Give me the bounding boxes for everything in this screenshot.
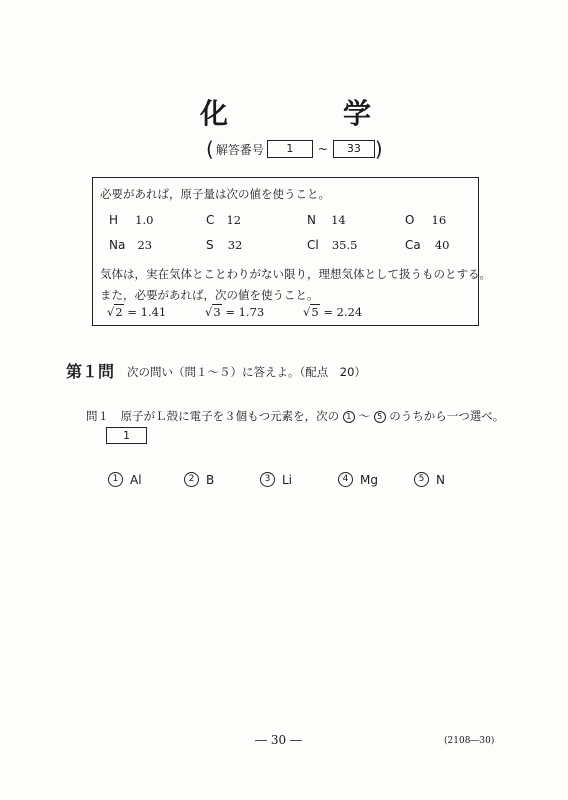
note-atomic-weight-intro: 必要があれば，原子量は次の値を使うこと。 (100, 187, 330, 201)
sub-question-label: 問１ (86, 409, 109, 423)
answer-number-box: 1 (106, 427, 147, 444)
range-end-marker: 5 (374, 411, 386, 423)
option-number-marker: 4 (338, 472, 353, 487)
note-ideal-gas: 気体は，実在気体とことわりがない限り，理想気体として扱うものとする。 (100, 267, 491, 281)
element-symbol: N (307, 213, 316, 227)
answer-range-to: 33 (333, 140, 375, 158)
reference-notes-box (92, 177, 491, 326)
radicand: 5 (311, 305, 319, 319)
element-weight: 40 (434, 238, 450, 252)
sqrt-2-value: √2 = 1.41 (107, 305, 167, 319)
exam-code: (2108―30) (444, 736, 495, 746)
element-symbol: Cl (307, 238, 319, 252)
element-symbol: O (405, 213, 415, 227)
question-heading: 第１問 (66, 362, 115, 381)
answer-range-sep: ~ (317, 142, 328, 156)
atomic-weight-s (206, 234, 242, 253)
option-label: N (436, 472, 445, 487)
option-number-marker: 1 (108, 472, 123, 487)
element-symbol: Ca (405, 238, 421, 252)
element-symbol: H (109, 213, 119, 227)
option-5[interactable] (414, 472, 445, 487)
atomic-weight-ca (405, 234, 449, 253)
page-number: ― 30 ― (255, 733, 302, 747)
range-sep: ～ (358, 409, 370, 423)
option-number-marker: 3 (260, 472, 275, 487)
answer-range-label: 解答番号 (215, 142, 264, 157)
radicand: 2 (115, 305, 123, 319)
option-label: B (206, 472, 215, 487)
option-label: Mg (360, 472, 378, 487)
root-value: = 1.41 (127, 305, 167, 319)
element-weight: 23 (137, 238, 153, 252)
atomic-weight-h (109, 209, 153, 228)
option-4[interactable] (338, 472, 378, 487)
radicand: 3 (213, 305, 221, 319)
atomic-weight-n (307, 209, 346, 228)
sub-question (86, 408, 504, 424)
sub-question-text-b: のうちから一つ選べ。 (389, 409, 505, 423)
option-1[interactable] (108, 472, 142, 487)
element-weight: 14 (331, 213, 346, 227)
title-char-2: 学 (343, 97, 372, 130)
element-weight: 16 (431, 213, 447, 227)
option-number-marker: 5 (414, 472, 429, 487)
question-instruction: 次の問い（問１～５）に答えよ。（配点 20） (127, 365, 366, 379)
option-3[interactable] (260, 472, 292, 487)
title-char-1: 化 (200, 97, 229, 130)
sqrt-5-value: √5 = 2.24 (303, 305, 363, 319)
range-start-marker: 1 (343, 411, 355, 423)
option-2[interactable] (184, 472, 214, 487)
root-value: = 2.24 (323, 305, 363, 319)
element-weight: 32 (227, 238, 243, 252)
sub-question-text-a: 原子がＬ殻に電子を３個もつ元素を，次の (120, 409, 340, 423)
atomic-weight-na (109, 234, 152, 253)
atomic-weight-c (206, 209, 241, 228)
element-weight: 35.5 (331, 238, 358, 252)
sqrt-3-value: √3 = 1.73 (205, 305, 265, 319)
answer-range: ( 解答番号 1 ~ 33 ) (206, 137, 383, 161)
element-symbol: C (206, 213, 215, 227)
element-weight: 1.0 (135, 213, 154, 227)
atomic-weight-o (405, 209, 446, 228)
note-values-intro: また，必要があれば，次の値を使うこと。 (100, 288, 319, 302)
option-label: Li (282, 472, 293, 487)
option-label: Al (130, 472, 142, 487)
element-weight: 12 (226, 213, 242, 227)
atomic-weight-cl (307, 234, 357, 253)
option-number-marker: 2 (184, 472, 199, 487)
answer-range-from: 1 (267, 140, 313, 158)
root-value: = 1.73 (225, 305, 265, 319)
element-symbol: S (206, 238, 214, 252)
element-symbol: Na (109, 238, 126, 252)
